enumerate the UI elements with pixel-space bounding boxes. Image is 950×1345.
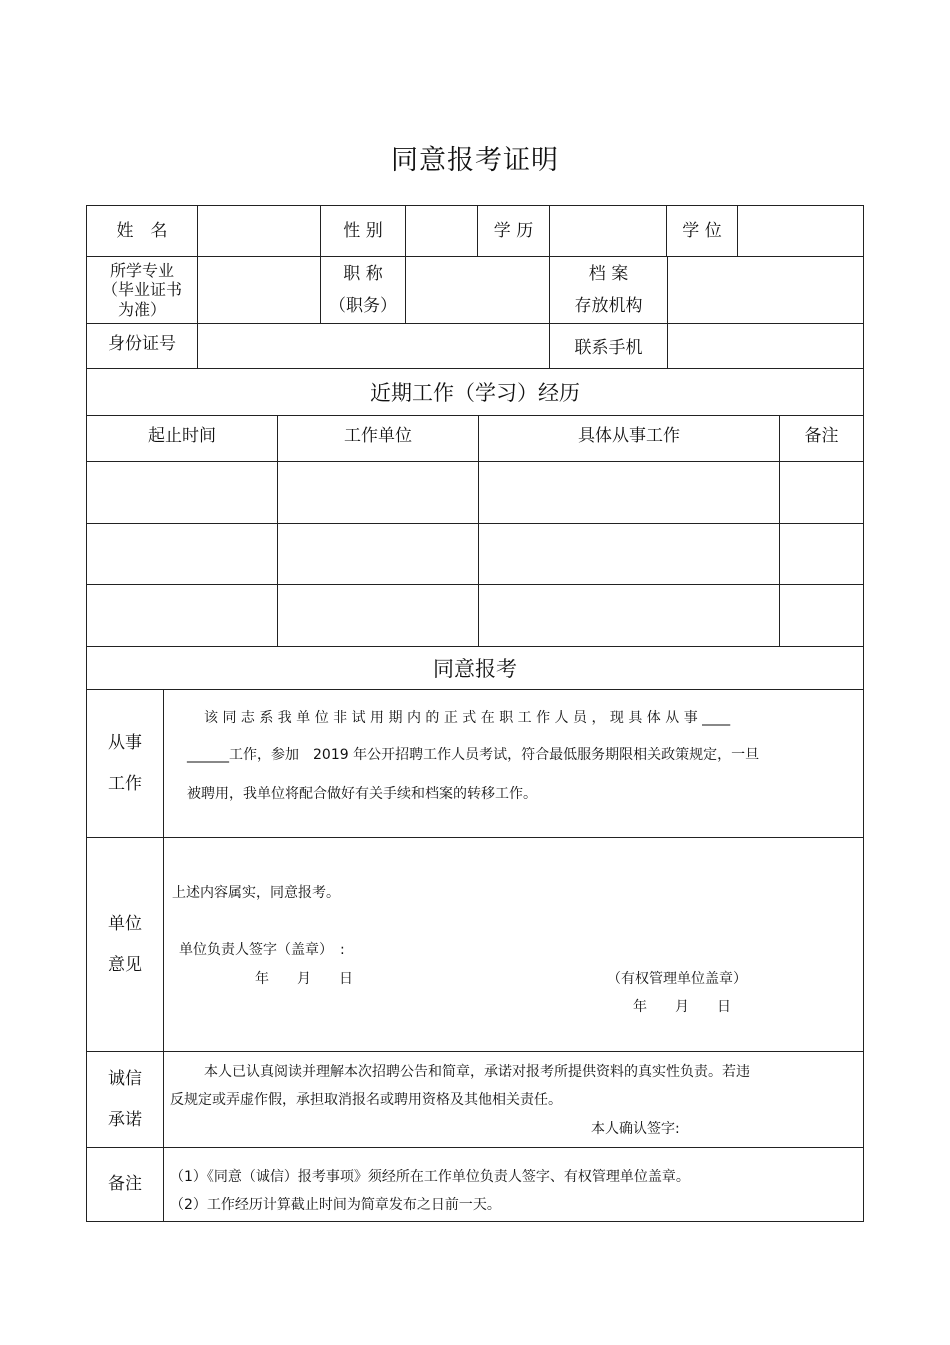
major-label-line: 所学专业 bbox=[109, 260, 174, 280]
education-field[interactable] bbox=[550, 206, 666, 256]
gender-label: 性 别 bbox=[343, 220, 383, 241]
note-item: （1）《同意（诚信）报考事项》须经所在工作单位负责人签字、有权管理单位盖章。 bbox=[170, 1169, 690, 1185]
column-header-employer: 工作单位 bbox=[344, 425, 412, 446]
integrity-statement-line: 反规定或弄虚作假，承担取消报名或聘用资格及其他相关责任。 bbox=[170, 1092, 562, 1108]
opinion-label-line: 意见 bbox=[108, 954, 142, 975]
confirm-signature-label: 本人确认签字: bbox=[591, 1121, 680, 1137]
archive-field[interactable] bbox=[668, 257, 863, 323]
integrity-label-line: 诚信 bbox=[108, 1068, 142, 1089]
major-label bbox=[87, 257, 197, 323]
date-left: 年 月 日 bbox=[255, 971, 353, 987]
row-divider bbox=[86, 837, 864, 838]
archive-label bbox=[550, 257, 667, 323]
job-title-label bbox=[321, 257, 405, 323]
signer-label: 单位负责人签字（盖章） : bbox=[179, 942, 345, 958]
duty-statement-line: ______工作，参加 2019 年公开招聘工作人员考试，符合最低服务期限相关政策规定，一旦 bbox=[187, 747, 760, 763]
major-label-line: （毕业证书 bbox=[101, 280, 182, 300]
degree-label: 学 位 bbox=[682, 220, 722, 241]
col-divider bbox=[163, 689, 164, 1222]
seal-label: （有权管理单位盖章） bbox=[607, 971, 747, 987]
integrity-label bbox=[87, 1052, 163, 1147]
job-title-label-line: （职务） bbox=[329, 296, 397, 316]
integrity-label-line: 承诺 bbox=[108, 1109, 142, 1130]
duty-statement-line: 该 同 志 系 我 单 位 非 试 用 期 内 的 正 式 在 职 工 作 人 员 ， 现 具 体 从 事 ____ bbox=[204, 710, 731, 726]
note-item: （2）工作经历计算截止时间为简章发布之日前一天。 bbox=[170, 1197, 501, 1213]
opinion-label-line: 单位 bbox=[108, 913, 142, 934]
id-number-field[interactable] bbox=[198, 324, 549, 368]
duty-statement-line: 被聘用，我单位将配合做好有关手续和档案的转移工作。 bbox=[187, 786, 537, 802]
row-divider bbox=[86, 689, 864, 690]
degree-field[interactable] bbox=[738, 206, 863, 256]
name-field[interactable] bbox=[198, 206, 320, 256]
phone-field[interactable] bbox=[668, 324, 863, 368]
table-row[interactable] bbox=[87, 585, 863, 646]
document-title: 同意报考证明 bbox=[391, 145, 559, 176]
table-row[interactable] bbox=[87, 524, 863, 584]
archive-label-line: 档 案 bbox=[588, 263, 629, 284]
column-header-period: 起止时间 bbox=[148, 425, 216, 446]
name-label: 姓 名 bbox=[116, 220, 168, 241]
opinion-label bbox=[87, 838, 163, 1051]
column-header-remarks: 备注 bbox=[804, 425, 839, 446]
row-divider bbox=[86, 1147, 864, 1148]
integrity-statement-line: 本人已认真阅读并理解本次招聘公告和简章，承诺对报考所提供资料的真实性负责。若违 bbox=[204, 1064, 750, 1080]
table-row[interactable] bbox=[87, 462, 863, 523]
gender-field[interactable] bbox=[406, 206, 477, 256]
opinion-statement: 上述内容属实，同意报考。 bbox=[172, 885, 340, 901]
id-number-label: 身份证号 bbox=[108, 333, 176, 354]
duty-label-line: 工作 bbox=[108, 773, 142, 794]
date-right: 年 月 日 bbox=[633, 999, 731, 1015]
row-divider bbox=[86, 1051, 864, 1052]
education-label: 学 历 bbox=[493, 220, 534, 241]
duty-label-line: 从事 bbox=[108, 732, 142, 753]
notes-label: 备注 bbox=[108, 1174, 142, 1195]
phone-label: 联系手机 bbox=[574, 337, 643, 358]
table-border-right bbox=[863, 205, 864, 1222]
work-history-heading: 近期工作（学习）经历 bbox=[370, 381, 580, 405]
column-header-duties: 具体从事工作 bbox=[578, 425, 680, 446]
major-field[interactable] bbox=[198, 257, 320, 323]
table-border-bottom bbox=[86, 1221, 864, 1222]
major-label-line: 为准） bbox=[117, 299, 166, 319]
consent-heading: 同意报考 bbox=[433, 657, 517, 681]
job-title-label-line: 职 称 bbox=[343, 263, 383, 284]
archive-label-line: 存放机构 bbox=[574, 296, 643, 316]
job-title-field[interactable] bbox=[406, 257, 549, 323]
duty-label bbox=[87, 690, 163, 837]
